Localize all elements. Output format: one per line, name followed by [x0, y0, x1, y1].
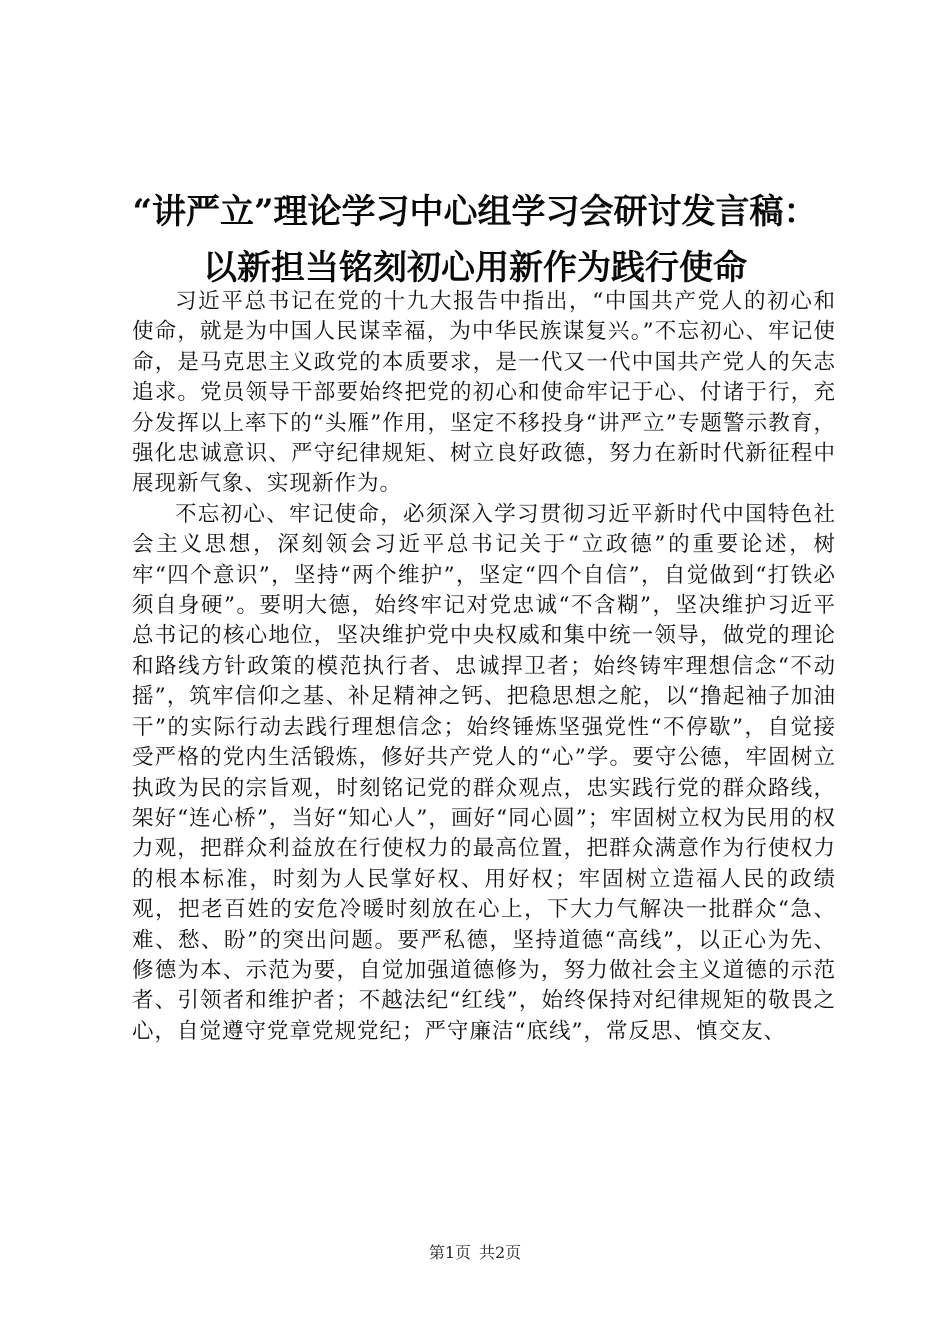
page-number-current: 第1页 — [428, 1243, 471, 1262]
document-title-line-1: “讲严立”理论学习中心组学习会研讨发言稿： — [132, 192, 818, 232]
page-number-total: 共2页 — [479, 1243, 522, 1262]
body-paragraph-1: 习近平总书记在党的十九大报告中指出，“中国共产党人的初心和使命，就是为中国人民谋幸福，为中华民族谋复兴。”不忘初心、牢记使命，是马克思主义政党的本质要求，是一代又一代中国共产党人的矢志追求。党员领导干部要始终把党的初心和使命牢记于心、付诸于行，充分发挥以上率下的“头雁”作用，坚定不移投身“讲严立”专题警示教育，强化忠诚意识、严守纪律规矩、树立良好政德，努力在新时代新征程中展现新气象、实现新作为。 — [132, 289, 836, 497]
page-footer — [0, 1243, 950, 1263]
document-title-line-2: 以新担当铭刻初心用新作为践行使命 — [203, 248, 747, 288]
document-body — [132, 287, 836, 1047]
body-paragraph-2: 不忘初心、牢记使命，必须深入学习贯彻习近平新时代中国特色社会主义思想，深刻领会习近平总书记关于“立政德”的重要论述，树牢“四个意识”，坚持“两个维护”，坚定“四个自信”，自觉做到“打铁必须自身硬”。要明大德，始终牢记对党忠诚“不含糊”，坚决维护习近平总书记的核心地位，坚决维护党中央权威和集中统一领导，做党的理论和路线方针政策的模范执行者、忠诚捍卫者；始终铸牢理想信念“不动摇”，筑牢信仰之基、补足精神之钙、把稳思想之舵，以“撸起袖子加油干”的实际行动去践行理想信念；始终锤炼坚强党性“不停歇”，自觉接受严格的党内生活锻炼，修好共产党人的“心”学。要守公德，牢固树立执政为民的宗旨观，时刻铭记党的群众观点，忠实践行党的群众路线，架好“连心桥”，当好“知心人”，画好“同心圆”；牢固树立权为民用的权力观，把群众利益放在行使权力的最高位置，把群众满意作为行使权力的根本标准，时刻为人民掌好权、用好权；牢固树立造福人民的政绩观，把老百姓的安危冷暖时刻放在心上，下大力气解决一批群众“急、难、愁、盼”的突出问题。要严私德，坚持道德“高线”，以正心为先、修德为本、示范为要，自觉加强道德修为，努力做社会主义道德的示范者、引领者和维护者；不越法纪“红线”，始终保持对纪律规矩的敬畏之心，自觉遵守党章党规党纪；严守廉洁“底线”，常反思、慎交友、 — [132, 501, 836, 1044]
